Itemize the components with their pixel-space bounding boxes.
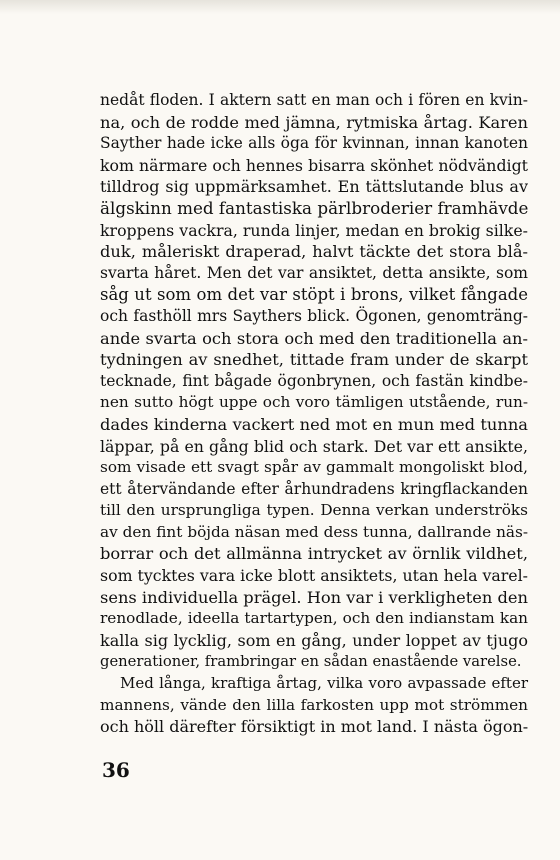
text-line: renodlade, ideella tartartypen, och den indianstam kan — [100, 609, 528, 628]
text-line: till den ursprungliga typen. Denna verkan underströks — [100, 501, 528, 520]
text-line: och höll därefter försiktigt in mot land. I nästa ögon- — [100, 717, 529, 737]
text-line: tecknade, fint bågade ögonbrynen, och fastän kindbe- — [100, 371, 528, 390]
text-line: kalla sig lycklig, som en gång, under loppet av tjugo — [100, 630, 528, 650]
text-line: tilldrog sig uppmärksamhet. En tättslutande blus av — [100, 177, 528, 197]
body-text — [100, 90, 528, 738]
text-line: älgskinn med fantastiska pärlbroderier framhävde — [100, 197, 529, 218]
text-line: sens individuella prägel. Hon var i verkligheten den — [100, 587, 529, 607]
text-line: generationer, frambringar en sådan enastående varelse. — [100, 653, 522, 671]
text-line: ett återvändande efter århundradens kringflackanden — [100, 479, 528, 498]
text-line: kom närmare och hennes bisarra skönhet nödvändigt — [100, 155, 528, 175]
page-top-edge — [0, 0, 560, 14]
text-line: Med långa, kraftiga årtag, vilka voro avpassade efter — [120, 674, 528, 693]
page-number: 36 — [102, 758, 130, 782]
text-line: kroppens vackra, runda linjer, medan en brokig silke- — [100, 220, 528, 240]
text-line: mannens, vände den lilla farkosten upp mot strömmen — [100, 695, 528, 714]
text-line: såg ut som om det var stöpt i brons, vilket fångade — [100, 285, 528, 305]
text-line: na, och de rodde med jämna, rytmiska årtag. Karen — [100, 112, 528, 132]
text-line: ande svarta och stora och med den traditionella an- — [100, 328, 528, 348]
text-line: som tycktes vara icke blott ansiktets, utan hela varel- — [100, 566, 528, 586]
text-line: läppar, på en gång blid och stark. Det var ett ansikte, — [100, 436, 528, 456]
text-line: duk, måleriskt draperad, halvt täckte det stora blå- — [100, 242, 528, 262]
text-line: Sayther hade icke alls öga för kvinnan, innan kanoten — [100, 134, 528, 153]
text-line: nedåt floden. I aktern satt en man och i fören en kvin- — [100, 91, 528, 109]
text-line: borrar och det allmänna intrycket av örnlik vildhet, — [100, 544, 528, 564]
text-line: och fasthöll mrs Saythers blick. Ögonen, genomträng- — [100, 306, 528, 325]
text-line: svarta håret. Men det var ansiktet, detta ansikte, som — [100, 263, 528, 282]
text-line: av den fint böjda näsan med dess tunna, dallrande näs- — [100, 522, 528, 541]
text-line: som visade ett svagt spår av gammalt mongoliskt blod, — [100, 458, 528, 477]
text-line: dades kinderna vackert ned mot en mun med tunna — [100, 414, 528, 434]
text-line: tydningen av snedhet, tittade fram under de skarpt — [100, 350, 528, 370]
text-line: nen sutto högt uppe och voro tämligen utstående, run- — [100, 393, 528, 412]
